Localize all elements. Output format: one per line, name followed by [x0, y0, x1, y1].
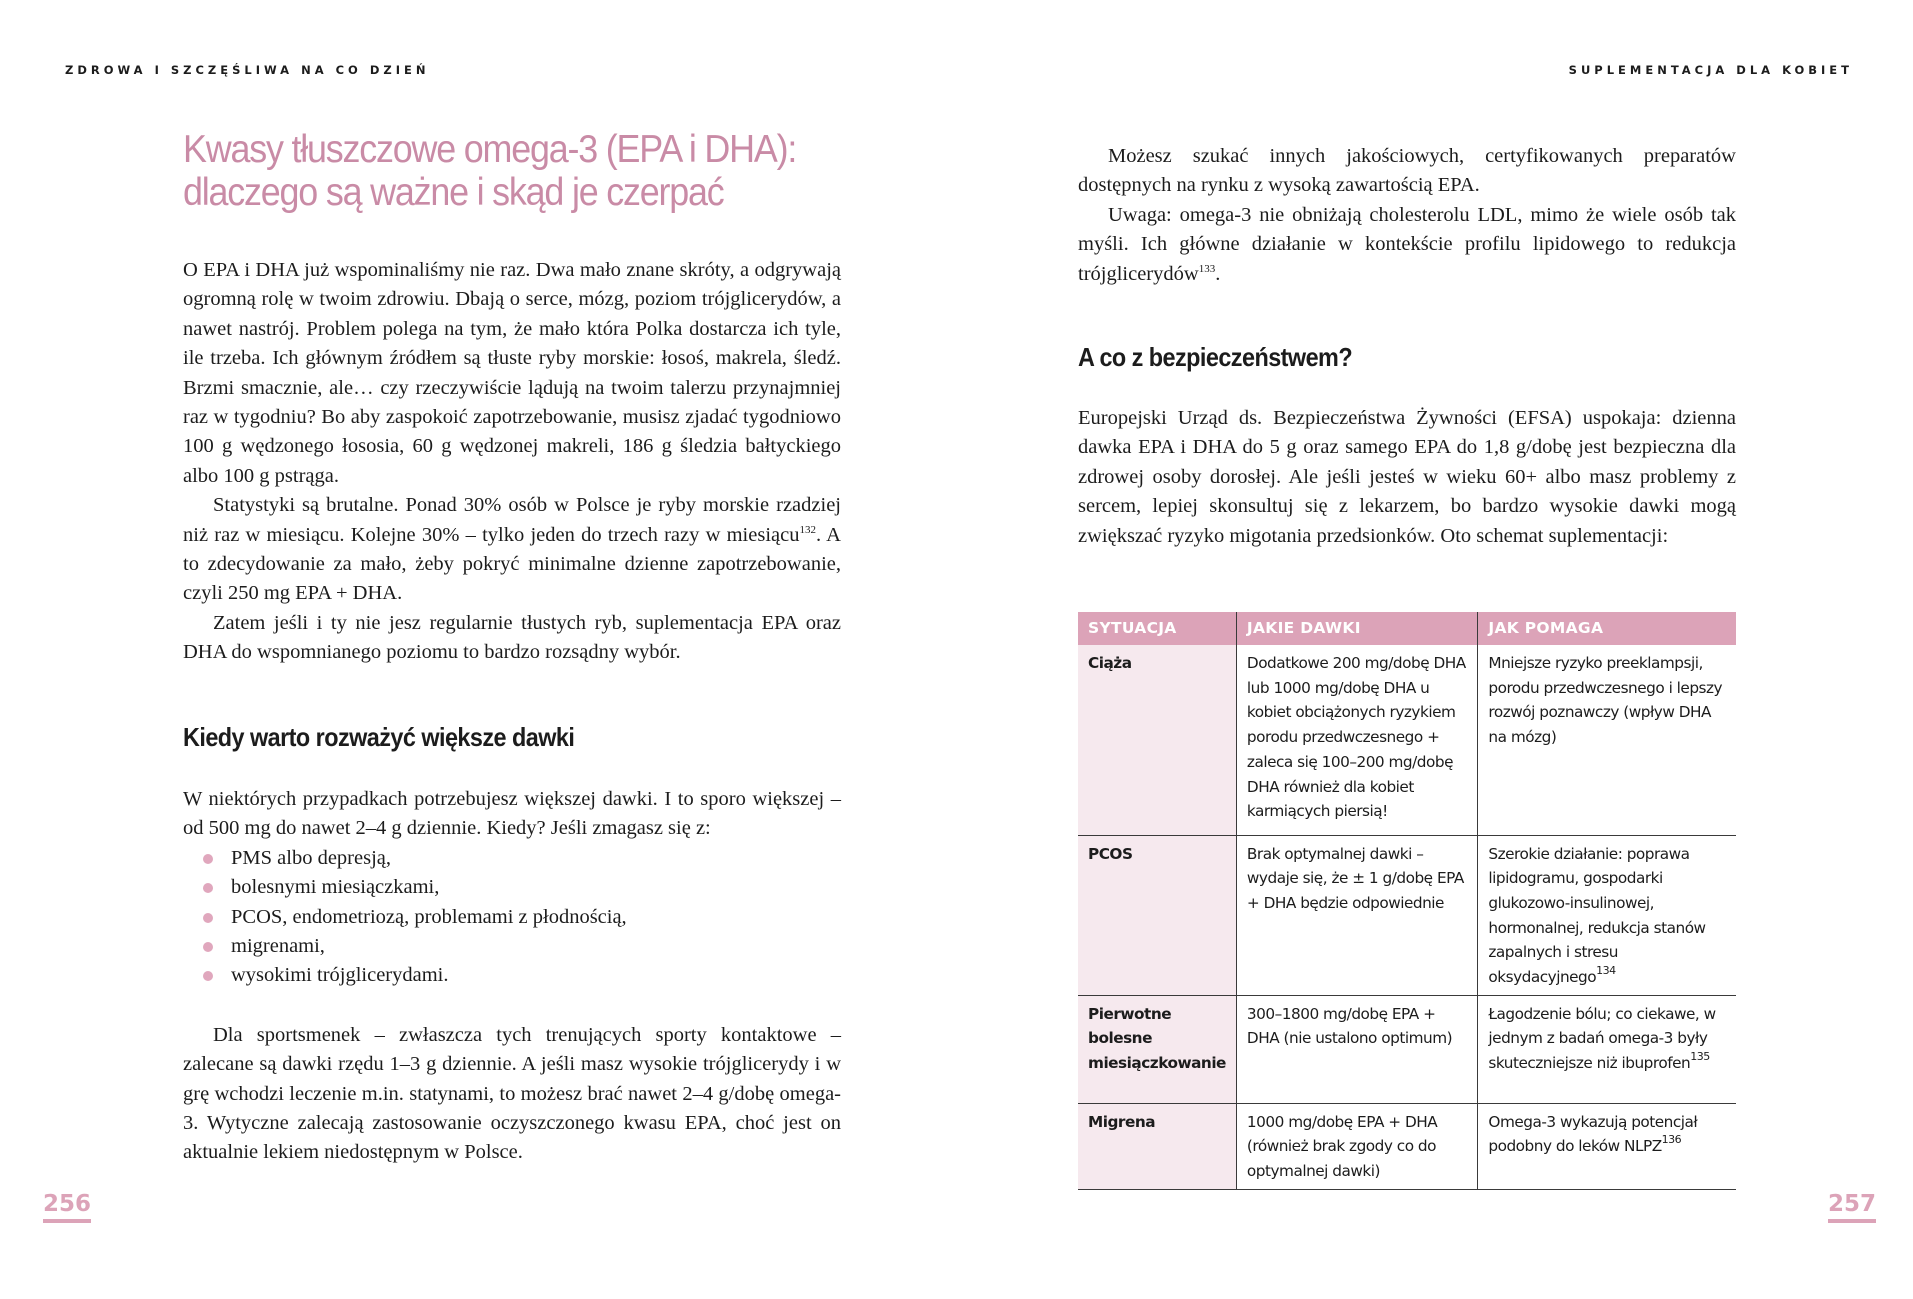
- section-heading-safety: A co z bezpieczeństwem?: [1078, 342, 1353, 372]
- footnote-ref-133[interactable]: 133: [1198, 262, 1216, 275]
- cell-situation: Ciąża: [1078, 645, 1236, 835]
- cell-dose: 1000 mg/dobę EPA + DHA (również brak zgody co do optymalnej dawki): [1236, 1103, 1477, 1189]
- cell-situation: Pierwotne bolesne miesiączkowanie: [1078, 995, 1236, 1103]
- column-header-situation: SYTUACJA: [1078, 612, 1236, 645]
- page-number-right: 257: [1828, 1190, 1876, 1223]
- footnote-ref-132[interactable]: 132: [799, 523, 816, 536]
- footnote-ref-134[interactable]: 134: [1596, 964, 1616, 978]
- paragraph-conclusion: Zatem jeśli i ty nie jesz regularnie tłustych ryb, suplementacja EPA oraz DHA do wspomnianego poziomu to bardzo rozsądny wybór.: [183, 611, 841, 664]
- list-item-text: bolesnymi miesiączkami,: [231, 876, 440, 899]
- bullet-dot-icon: [203, 942, 213, 952]
- cell-dose: Brak optymalnej dawki – wydaje się, że ± 1 g/dobę EPA + DHA będzie odpowiednie: [1236, 835, 1477, 995]
- cell-effect: [1478, 645, 1736, 835]
- paragraph-statistics-text-end: . A to zdecydowanie za mało, żeby pokryć minimalne dzienne zapotrzebowanie, czyli 250 mg EPA + DHA.: [183, 523, 841, 605]
- paragraph-efsa: Europejski Urząd ds. Bezpieczeństwa Żywności (EFSA) uspokaja: dzienna dawka EPA i DHA do 5 g oraz samego EPA do 1,8 g/dobę jest bezpieczna dla zdrowej osoby dorosłej. Ale jeśli jesteś w wieku 60+ albo masz problemy z sercem, lepiej skonsultuj się z lekarzem, bo bardzo wysokie dawki mogą zwiększać ryzyko migotania przedsionków. Oto schemat suplementacji:: [1078, 407, 1736, 547]
- list-item: [183, 961, 841, 990]
- conditions-list: [183, 844, 841, 991]
- paragraph-statistics-text: Statystyki są brutalne. Ponad 30% osób w Polsce je ryby morskie rzadziej niż raz w miesiącu. Kolejne 30% – tylko jeden do trzech razy w miesiącu: [183, 494, 841, 546]
- cell-effect-text: Mniejsze ryzyko preeklampsji, porodu przedwczesnego i lepszy rozwój poznawczy (wpływ DHA na mózg): [1488, 654, 1723, 747]
- paragraph-intro: O EPA i DHA już wspominaliśmy nie raz. Dwa mało znane skróty, a odgrywają ogromną rolę w twoim zdrowiu. Dbają o serce, mózg, poziom trójglicerydów, a nawet nastrój. Problem polega na tym, że mało która Polka dostarcza ich tyle, ile trzeba. Ich głównym źródłem są tłuste ryby morskie: łosoś, makrela, śledź. Brzmi smacznie, ale… czy rzeczywiście lądują na twoim talerzu przynajmniej raz w tygodniu? Bo aby zaspokoić zapotrzebowanie, musisz zjadać tygodniowo 100 g wędzonego łososia, 60 g wędzonej makreli, 186 g śledzia bałtyckiego albo 100 g pstrąga.: [183, 259, 841, 487]
- list-item: [183, 903, 841, 932]
- chapter-title: [183, 128, 796, 214]
- cell-dose: 300–1800 mg/dobę EPA + DHA (nie ustalono optimum): [1236, 995, 1477, 1103]
- cell-effect: [1478, 1103, 1736, 1189]
- table-header-row: [1078, 612, 1736, 645]
- left-running-head: ZDROWA I SZCZĘŚLIWA NA CO DZIEŃ: [65, 63, 430, 77]
- chapter-title-line1: Kwasy tłuszczowe omega-3 (EPA i DHA):: [183, 128, 797, 171]
- bullet-dot-icon: [203, 913, 213, 923]
- bullet-dot-icon: [203, 971, 213, 981]
- section-heading-larger-doses: Kiedy warto rozważyć większe dawki: [183, 722, 575, 752]
- right-running-head: SUPLEMENTACJA DLA KOBIET: [1568, 63, 1853, 77]
- left-body-top: [183, 256, 841, 668]
- list-item: [183, 932, 841, 961]
- list-item-text: migrenami,: [231, 935, 325, 958]
- paragraph-ldl-note: [1078, 201, 1736, 289]
- paragraph-other-preparations: Możesz szukać innych jakościowych, certyfikowanych preparatów dostępnych na rynku z wysoką zawartością EPA.: [1078, 145, 1736, 197]
- right-body-safety: [1078, 404, 1736, 551]
- chapter-title-line2: dlaczego są ważne i skąd je czerpać: [183, 171, 724, 214]
- cell-situation: Migrena: [1078, 1103, 1236, 1189]
- list-item-text: wysokimi trójglicerydami.: [231, 964, 449, 987]
- paragraph-larger-doses: W niektórych przypadkach potrzebujesz większej dawki. I to sporo większej – od 500 mg do nawet 2–4 g dziennie. Kiedy? Jeśli zmagasz się z:: [183, 788, 841, 840]
- list-item-text: PMS albo depresją,: [231, 846, 391, 869]
- supplementation-table: [1078, 612, 1736, 1190]
- cell-effect-text: Łagodzenie bólu; co ciekawe, w jednym z badań omega-3 były skuteczniejsze niż ibuprofen: [1488, 1004, 1716, 1073]
- table-row: [1078, 835, 1736, 995]
- page-number-left: 256: [43, 1190, 91, 1223]
- right-body-top: [1078, 142, 1736, 289]
- cell-effect: [1478, 995, 1736, 1103]
- paragraph-athletes: Dla sportsmenek – zwłaszcza tych trenujących sporty kontaktowe – zalecane są dawki rzędu 1–3 g dziennie. A jeśli masz wysokie trójglicerydy i w grę wchodzi leczenie m.in. statynami, to możesz brać nawet 2–4 g/dobę omega-3. Wytyczne zalecają zastosowanie oczyszczonego kwasu EPA, choć jest on aktualnie lekiem niedostępnym w Polsce.: [183, 1023, 841, 1164]
- cell-effect-text: Omega-3 wykazują potencjał podobny do leków NLPZ: [1488, 1112, 1698, 1156]
- cell-dose: Dodatkowe 200 mg/dobę DHA lub 1000 mg/dobę DHA u kobiet obciążonych ryzykiem porodu przedwczesnego + zaleca się 100–200 mg/dobę DHA również dla kobiet karmiących piersią!: [1236, 645, 1477, 835]
- paragraph-statistics: [183, 491, 841, 609]
- list-item: [183, 873, 841, 902]
- list-item: [183, 844, 841, 873]
- bullet-dot-icon: [203, 883, 213, 893]
- bullet-dot-icon: [203, 854, 213, 864]
- table-row: [1078, 1103, 1736, 1189]
- list-item-text: PCOS, endometriozą, problemami z płodnością,: [231, 905, 627, 928]
- table-row: [1078, 645, 1736, 835]
- column-header-effect: JAK POMAGA: [1478, 612, 1736, 645]
- left-body-bottom: [183, 785, 841, 1168]
- cell-effect-text: Szerokie działanie: poprawa lipidogramu, gospodarki glukozowo-insulinowej, hormonalnej, redukcja stanów zapalnych i stresu oksydacyjnego: [1488, 844, 1706, 987]
- paragraph-ldl-note-text: Uwaga: omega-3 nie obniżają cholesterolu LDL, mimo że wiele osób tak myśli. Ich główne działanie w kontekście profilu lipidowego to redukcja trójglicerydów: [1078, 203, 1736, 285]
- footnote-ref-136[interactable]: 136: [1661, 1133, 1682, 1147]
- column-header-doses: JAKIE DAWKI: [1236, 612, 1477, 645]
- cell-situation: PCOS: [1078, 835, 1236, 995]
- footnote-ref-135[interactable]: 135: [1690, 1050, 1710, 1064]
- cell-effect: [1478, 835, 1736, 995]
- table-row: [1078, 995, 1736, 1103]
- paragraph-ldl-note-end: .: [1215, 262, 1221, 285]
